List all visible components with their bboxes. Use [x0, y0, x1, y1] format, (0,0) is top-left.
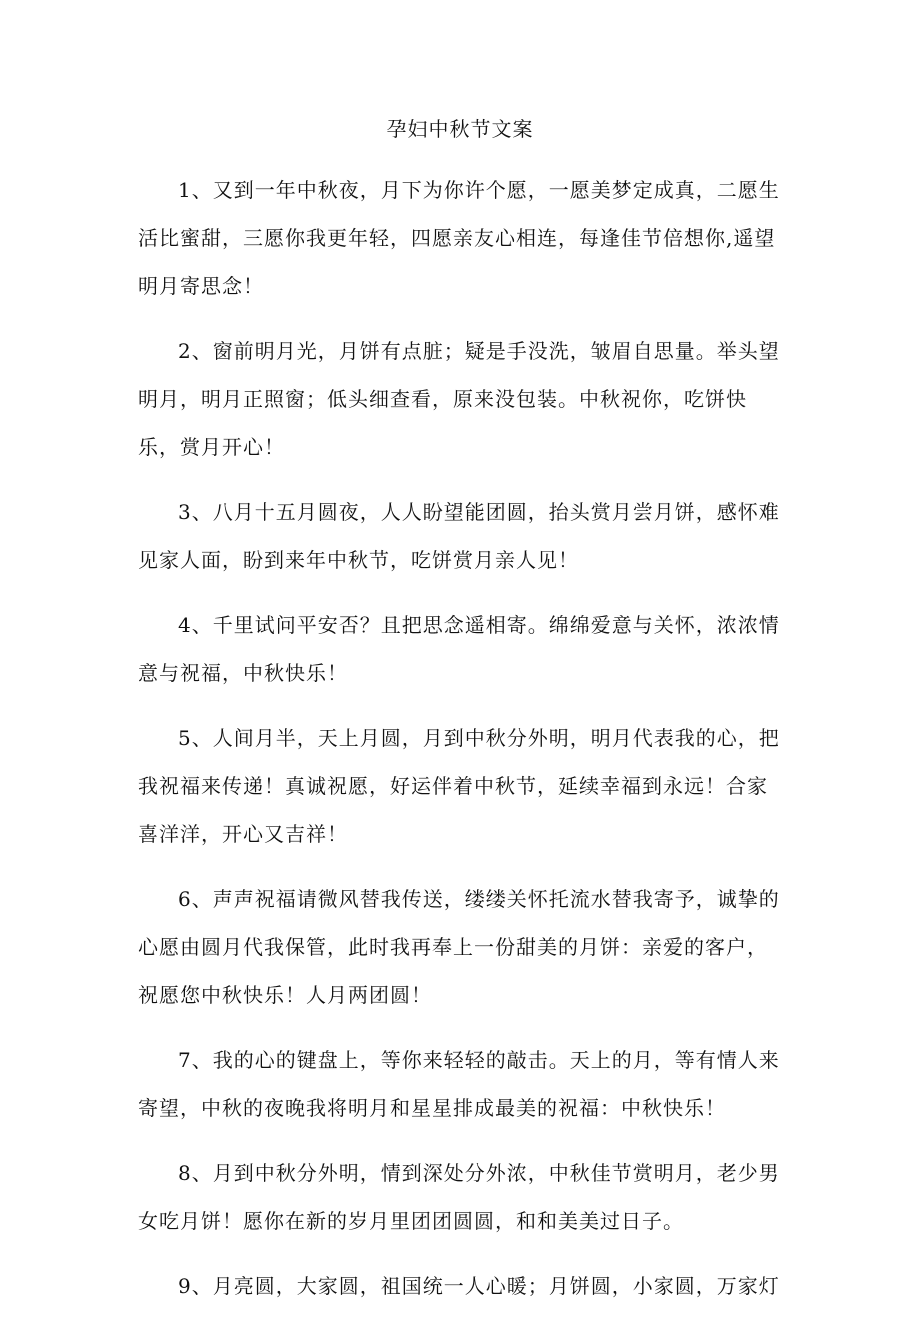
- paragraph-1: 1、又到一年中秋夜，月下为你许个愿，一愿美梦定成真，二愿生活比蜜甜，三愿你我更年轻，四愿亲友心相连，每逢佳节倍想你,遥望明月寄思念！: [138, 178, 780, 298]
- document-body: [138, 166, 788, 1327]
- paragraph-6: 6、声声祝福请微风替我传送，缕缕关怀托流水替我寄予，诚挚的心愿由圆月代我保管，此时我再奉上一份甜美的月饼：亲爱的客户，祝愿您中秋快乐！人月两团圆！: [138, 887, 780, 1007]
- paragraph-7: 7、我的心的键盘上，等你来轻轻的敲击。天上的月，等有情人来寄望，中秋的夜晚我将明月和星星排成最美的祝福：中秋快乐！: [138, 1048, 780, 1120]
- paragraph-5: 5、人间月半，天上月圆，月到中秋分外明，明月代表我的心，把我祝福来传递！真诚祝愿，好运伴着中秋节，延续幸福到永远！合家喜洋洋，开心又吉祥！: [138, 726, 780, 846]
- paragraph-8: 8、月到中秋分外明，情到深处分外浓，中秋佳节赏明月，老少男女吃月饼！愿你在新的岁月里团团圆圆，和和美美过日子。: [138, 1161, 780, 1233]
- document-title: 孕妇中秋节文案: [386, 117, 534, 141]
- paragraph-3: 3、八月十五月圆夜，人人盼望能团圆，抬头赏月尝月饼，感怀难见家人面，盼到来年中秋节，吃饼赏月亲人见！: [138, 500, 780, 572]
- paragraph-2: 2、窗前明月光，月饼有点脏；疑是手没洗，皱眉自思量。举头望明月，明月正照窗；低头细查看，原来没包装。中秋祝你，吃饼快乐，赏月开心！: [138, 339, 780, 459]
- paragraph-4: 4、千里试问平安否？且把思念遥相寄。绵绵爱意与关怀，浓浓情意与祝福，中秋快乐！: [138, 613, 780, 685]
- paragraph-9: 9、月亮圆，大家圆，祖国统一人心暖；月饼圆，小家圆，万家灯: [178, 1274, 780, 1298]
